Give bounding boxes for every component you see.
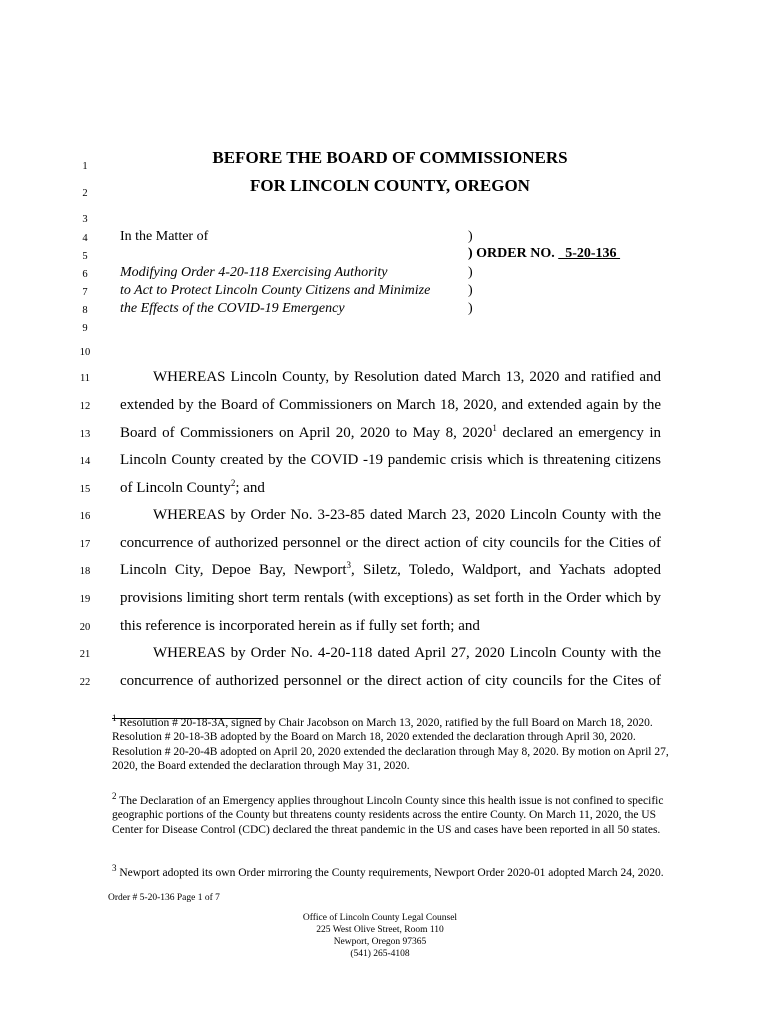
line-number: 14	[79, 456, 91, 467]
line-number: 2	[82, 188, 88, 199]
line-number: 6	[82, 269, 88, 280]
line-number: 17	[79, 539, 91, 550]
body-line	[120, 425, 661, 442]
footnote	[112, 713, 687, 774]
body-line	[120, 562, 661, 579]
footnote-text: Resolution # 20-18-3A, signed by Chair Jacobson on March 13, 2020, ratified by the full Board on March 18, 2020. Resolution # 20-18-3B adopted by the Board on March 18, 2020 extended the declaration through April 30, 2020. Resolution # 20-20-4B adopted on April 20, 2020 extended the declaration through May 8, 2020. By motion on April 27, 2020, the Board extended the declaration through May 31, 2020.	[112, 717, 669, 773]
line-number: 9	[82, 323, 88, 334]
order-number	[468, 246, 620, 262]
footnote-ref: 3	[346, 560, 352, 570]
body-line	[120, 480, 661, 497]
caption-paren: )	[468, 265, 473, 280]
body-text: ; and	[235, 480, 265, 496]
body-line: concurrence of authorized personnel or the direct action of city councils for the Cities of	[120, 535, 661, 551]
order-number-value: 5-20-136	[558, 246, 621, 261]
body-line: concurrence of authorized personnel or the direct action of city councils for the Cites of	[120, 673, 661, 689]
line-number: 18	[79, 566, 91, 577]
line-number: 3	[82, 214, 88, 225]
line-number: 16	[79, 511, 91, 522]
county-heading: FOR LINCOLN COUNTY, OREGON	[250, 176, 530, 195]
line-number: 4	[82, 233, 88, 244]
footnote-text: The Declaration of an Emergency applies throughout Lincoln County since this health issue is not confined to specific geographic portions of the County but threatens county residents across the entire County. On March 11, 2020, the US Center for Disease Control (CDC) declared the threat pandemic in the US and cases have been reported in all 50 states.	[112, 795, 664, 836]
line-number: 7	[82, 287, 88, 298]
line-number: 1	[82, 161, 88, 172]
line-number: 22	[79, 677, 91, 688]
footnote-ref: 2	[230, 478, 236, 488]
footnote-text: Newport adopted its own Order mirroring the County requirements, Newport Order 2020-01 adopted March 24, 2020.	[116, 867, 664, 879]
line-number: 21	[79, 649, 91, 660]
line-number: 20	[79, 622, 91, 633]
line-number: 5	[82, 251, 88, 262]
footnote-ref: 1	[492, 423, 497, 433]
body-text: , Siletz, Toledo, Waldport, and Yachats adopted	[351, 562, 661, 578]
line-number: 8	[82, 305, 88, 316]
court-heading: BEFORE THE BOARD OF COMMISSIONERS	[212, 148, 568, 167]
body-line: WHEREAS by Order No. 4-20-118 dated April 27, 2020 Lincoln County with the	[153, 645, 661, 661]
line-number: 12	[79, 401, 91, 412]
body-line: provisions limiting short term rentals (with exceptions) as set forth in the Order which by	[120, 590, 661, 606]
office-line: Office of Lincoln County Legal Counsel	[302, 913, 458, 923]
body-line: this reference is incorporated herein as if fully set forth; and	[120, 618, 480, 634]
body-text: Lincoln City, Depoe Bay, Newport	[120, 562, 347, 578]
caption-matter: In the Matter of	[120, 229, 209, 244]
line-number: 13	[79, 429, 91, 440]
footnote	[112, 863, 687, 880]
body-text: declared an emergency in	[496, 425, 661, 441]
footnote-mark: 2	[112, 791, 117, 802]
line-number: 19	[79, 594, 91, 605]
footnote	[112, 791, 687, 837]
body-line: Lincoln County created by the COVID -19 pandemic crisis which is threatening citizens	[120, 452, 661, 468]
body-line: WHEREAS by Order No. 3-23-85 dated March 23, 2020 Lincoln County with the	[153, 507, 661, 523]
body-line: WHEREAS Lincoln County, by Resolution dated March 13, 2020 and ratified and	[153, 369, 661, 385]
order-label: ) ORDER NO.	[468, 246, 555, 261]
body-text: Board of Commissioners on April 20, 2020 to May 8, 2020	[120, 425, 493, 441]
caption-subject-line: the Effects of the COVID-19 Emergency	[120, 301, 345, 316]
caption-paren: )	[468, 301, 473, 316]
office-line: (541) 265-4108	[350, 949, 410, 959]
footnote-mark: 1	[112, 713, 117, 724]
page-info: Order # 5-20-136 Page 1 of 7	[108, 893, 220, 903]
office-line: Newport, Oregon 97365	[333, 937, 427, 947]
office-line: 225 West Olive Street, Room 110	[316, 925, 444, 935]
caption-subject-line: to Act to Protect Lincoln County Citizens and Minimize	[120, 283, 431, 298]
caption-paren: )	[468, 229, 473, 244]
caption-paren: )	[468, 283, 473, 298]
footnote-mark: 3	[112, 863, 117, 874]
line-number: 11	[79, 373, 91, 384]
line-number: 10	[79, 347, 91, 358]
caption-subject-line: Modifying Order 4-20-118 Exercising Authority	[120, 265, 388, 280]
body-line: extended by the Board of Commissioners on March 18, 2020, and extended again by the	[120, 397, 661, 413]
line-number: 15	[79, 484, 91, 495]
body-text: of Lincoln County	[120, 480, 231, 496]
